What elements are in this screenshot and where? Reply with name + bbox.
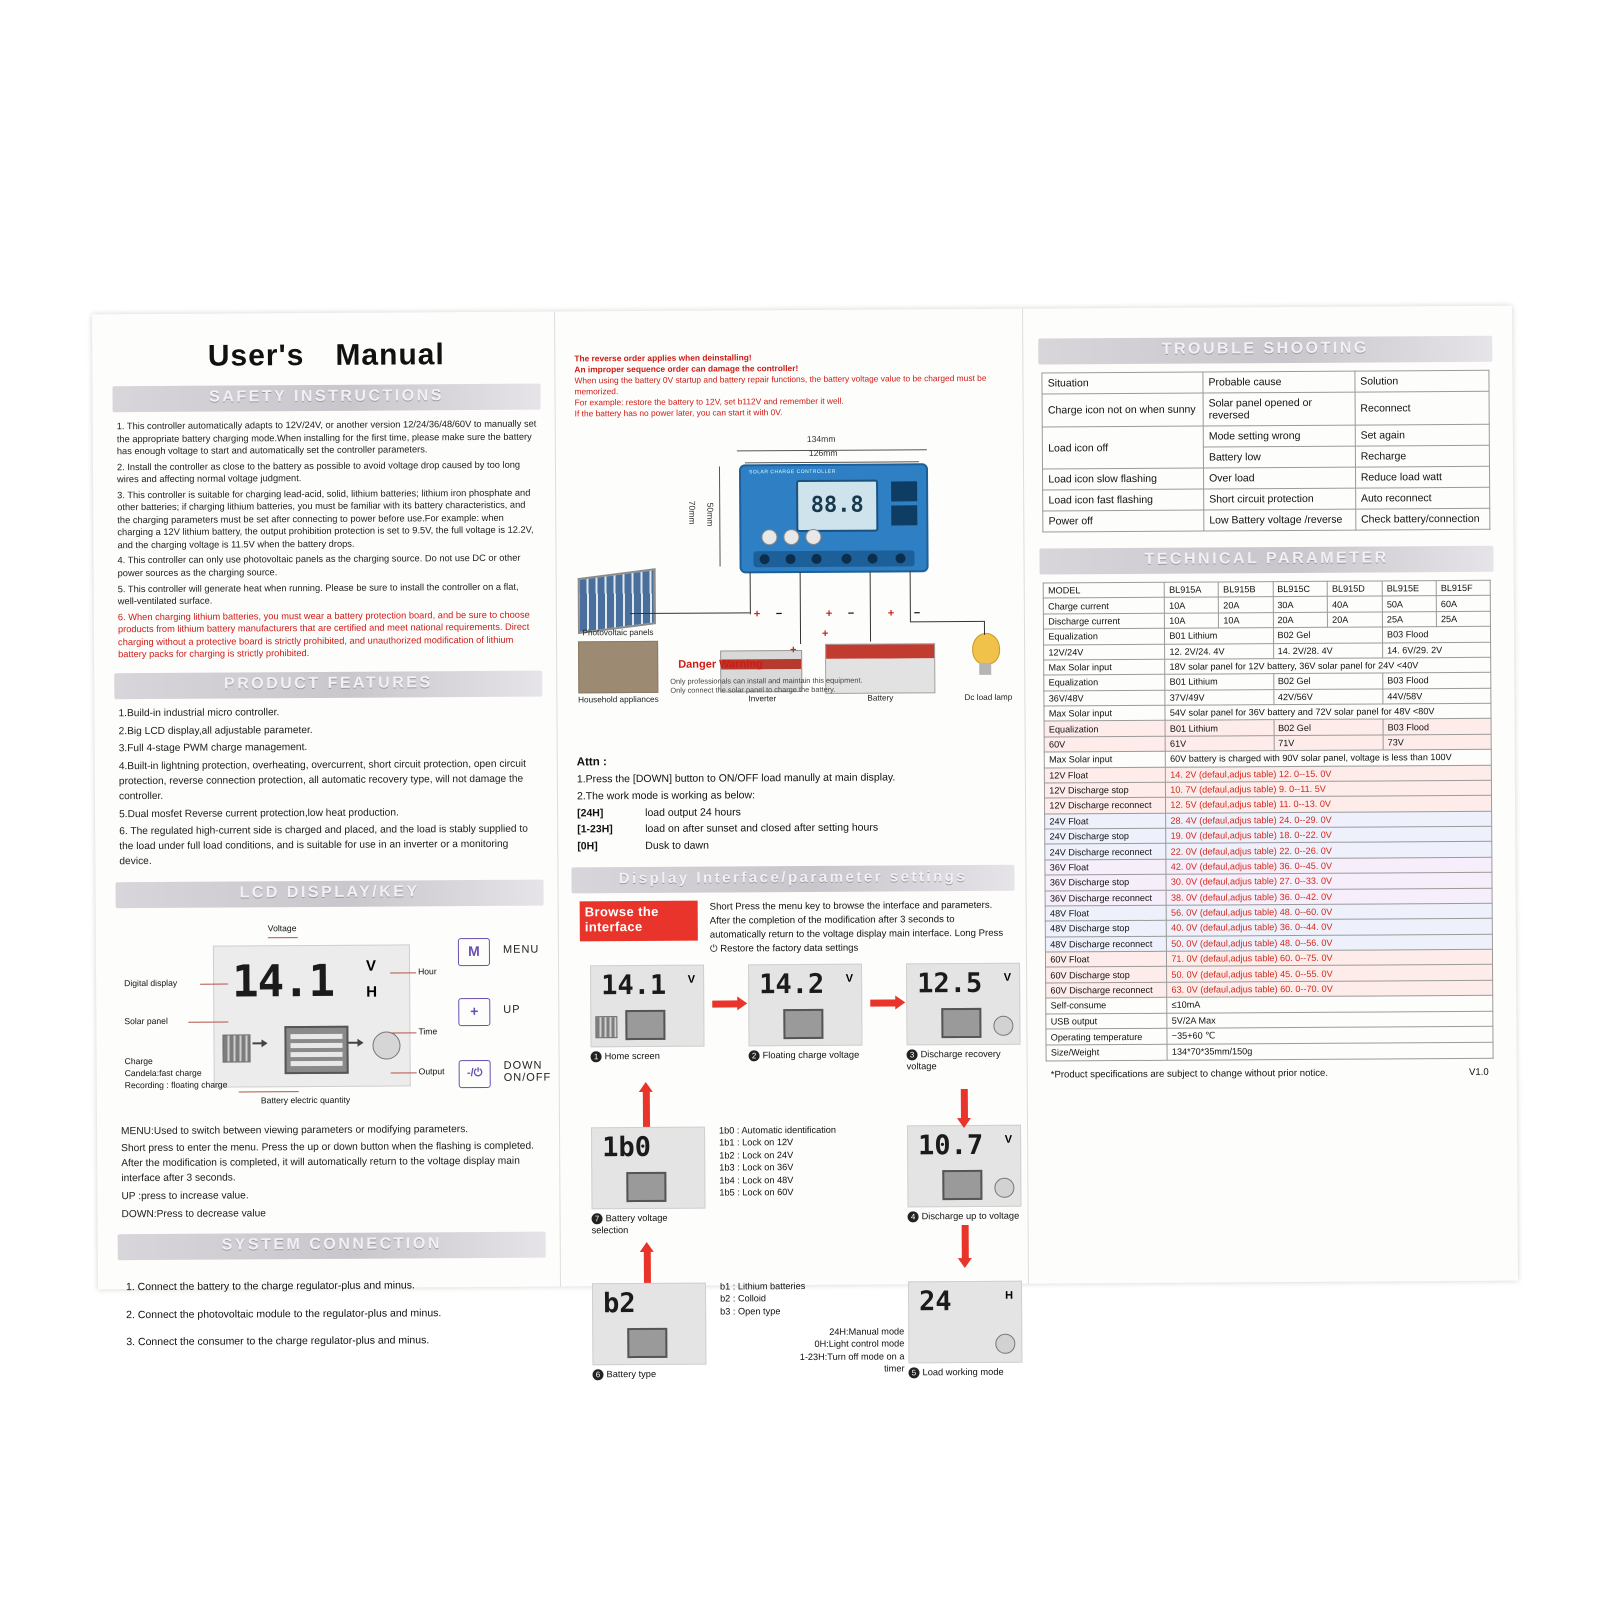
section-header-system: SYSTEM CONNECTION bbox=[118, 1232, 546, 1261]
screens-grid bbox=[572, 963, 1018, 1396]
label-recording: Recording : floating charge bbox=[124, 1079, 228, 1090]
section-header-lcd: LCD DISPLAY/KEY bbox=[116, 879, 544, 908]
section-header-display-interface: Display Interface/parameter settings bbox=[571, 865, 1014, 894]
menu-key-icon[interactable]: M bbox=[458, 938, 490, 966]
wiring-diagram: 134mm 126mm 70mm 50mm SOLAR CHARGE CONTROLLER 88.8 Photovoltaic panels Household appliances Inverter Battery Dc load lamp + − + − + − + + Danger Warning Only professionals can install and maintain this equipment. Only connect the solar panel to charge the battery. bbox=[569, 420, 1014, 753]
dc-load-lamp bbox=[968, 632, 1002, 676]
technical-parameter-table bbox=[1043, 580, 1493, 1061]
safety-instructions: 1. This controller automatically adapts to 12V/24V, or another version 12/24/36/48/60V to manually set the appropriate battery charging mode.When installing for the first time, please make sure the battery has enough voltage to start and automatically set the controller parameters. 2. Install the controller as close to the battery as possible to avoid voltage drop caused by too long wires and affecting normal voltage judgment. 3. This controller is suitable for charging lead-acid, solid, lithium batteries; lithium iron phosphate and other batteries; if charging lithium batteries, you must be familiar with its battery characteristics, and the charging parameters must be set after connecting to power before use.For example: when charging a 12V lithium battery, the output prohibition protection is set to 9.5V, the full voltage is 12.2V, and the charging voltage is 11.5V when the battery drops. 4. This controller can only use photovoltaic panels as the charging source. Do not use DC or other power sources as the charging source. 5. This controller will generate heat when running. Please be sure to install the controller on a flat, well-ventilated surface. 6. When charging lithium batteries, you must wear a battery protection board, and be sure to choose products from lithium battery manufacturers that are certified and meet national requirements. Direct charging without a protective board is strictly prohibited, and unauthorized modification of lithium battery packs for charging is strictly prohibited. bbox=[116, 418, 537, 660]
controller-button-1[interactable] bbox=[761, 529, 777, 545]
table-row-eq-60-head: Equalization B01 Lithium B02 Gel B03 Flood bbox=[1044, 719, 1490, 737]
section-header-trouble: TROUBLE SHOOTING bbox=[1038, 336, 1492, 365]
usb-port-2 bbox=[891, 505, 917, 525]
up-key-icon[interactable]: + bbox=[458, 998, 490, 1026]
dim-height-50: 50mm bbox=[705, 502, 716, 527]
lcd-key-diagram bbox=[118, 913, 552, 1121]
battery-icon bbox=[284, 1025, 348, 1073]
table-row-tail: Operating temperature −35+60 ℃ bbox=[1046, 1026, 1492, 1045]
column-right bbox=[1032, 306, 1504, 1284]
controller-device: SOLAR CHARGE CONTROLLER 88.8 bbox=[739, 463, 929, 573]
table-row: Load icon slow flashing Over load Reduce load watt bbox=[1043, 466, 1489, 490]
table-header-row: Situation Probable cause Solution bbox=[1042, 370, 1488, 394]
section-header-safety: SAFETY INSTRUCTIONS bbox=[112, 384, 540, 413]
lcd-value: 14.1 bbox=[231, 955, 335, 1008]
table-row-model: MODEL BL915A BL915B BL915C BL915D BL915E BL915F bbox=[1044, 580, 1490, 598]
browse-interface-text: Short Press the menu key to browse the interface and parameters. After the completion of the modification after 3 seconds to automatically return to the voltage display main interface. Long Press ⏻ Restore the factory data settings bbox=[709, 899, 1004, 955]
table-row-eq-1224-head: Equalization B01 Lithium B02 Gel B03 Flood bbox=[1044, 626, 1490, 644]
lcd-icon-row bbox=[222, 1023, 402, 1076]
dim-width-126: 126mm bbox=[808, 447, 838, 458]
fold-line-left bbox=[554, 312, 561, 1287]
screen-battery-type: b2 6 Battery type bbox=[592, 1283, 705, 1381]
table-row-eq-3648-values: 36V/48V 37V/49V 42V/56V 44V/58V bbox=[1044, 688, 1490, 706]
table-row-eq-60-values: 60V 61V 71V 73V bbox=[1044, 734, 1490, 752]
section-header-features: PRODUCT FEATURES bbox=[114, 670, 542, 699]
table-row-param: 36V Discharge reconnect 38. 0V (defaul,adjus table) 36. 0--42. 0V bbox=[1045, 888, 1491, 906]
table-row-param: 48V Discharge reconnect 50. 0V (defaul,adjus table) 48. 0--56. 0V bbox=[1046, 934, 1492, 952]
solar-panel-icon bbox=[222, 1034, 250, 1062]
attn-block: Attn : 1.Press the [DOWN] button to ON/OFF load manully at main display. 2.The work mode is working as below: [24H] load output 24 hours [1-23H] load on after sunset and closed after setting hours [0H] Dusk to dawn bbox=[576, 755, 896, 853]
table-row-param: 60V Discharge reconnect 63. 0V (defaul,adjus table) 60. 0--70. 0V bbox=[1046, 980, 1492, 998]
label-time: Time bbox=[418, 1025, 438, 1037]
manual-sheet bbox=[92, 306, 1518, 1380]
mode-notes: 24H:Manual mode 0H:Light control mode 1-23H:Turn off mode on a timer bbox=[799, 1326, 905, 1374]
terminal-block bbox=[753, 550, 914, 567]
fold-line-right bbox=[1022, 309, 1029, 1284]
section-header-technical: TECHNICAL PARAMETER bbox=[1039, 546, 1493, 575]
table-row-param: 60V Discharge stop 50. 0V (defaul,adjus table) 45. 0--55. 0V bbox=[1046, 965, 1492, 983]
table-row-param: 12V Discharge reconnect 12. 5V (defaul,adjus table) 11. 0--13. 0V bbox=[1045, 796, 1491, 814]
product-features: 1.Build-in industrial micro controller. 2.Big LCD display,all adjustable parameter. 3.Full 4-stage PWM charge management. 4.Built-in lightning protection, overheating, overcurrent, short circuit protection, open circuit protection, reverse connection protection, all automatic recovery type, will not damage the controller. 5.Dual mosfet Reverse current protection,low heat production. 6. The regulated high-current side is charged and placed, and the load is stably supplied to the load under full load conditions, and is suitable for use in an inverter or a monitoring device. bbox=[118, 707, 528, 868]
column-middle bbox=[562, 309, 1023, 1380]
table-row-param: 24V Discharge reconnect 22. 0V (defaul,adjus table) 22. 0--26. 0V bbox=[1045, 842, 1491, 860]
controller-button-3[interactable] bbox=[805, 528, 821, 544]
load-lamp-icon bbox=[372, 1031, 400, 1059]
lcd-panel bbox=[213, 944, 411, 1087]
table-row-max-solar-2: Max Solar input 54V solar panel for 36V battery and 72V solar panel for 48V <80V bbox=[1044, 703, 1490, 721]
caption-lamp: Dc load lamp bbox=[964, 692, 1013, 702]
table-row-param: 36V Float 42. 0V (defaul,adjus table) 36. 0--45. 0V bbox=[1045, 857, 1491, 875]
table-row-param: 24V Discharge stop 19. 0V (defaul,adjus table) 18. 0--22. 0V bbox=[1045, 826, 1491, 844]
screen-battery-voltage-selection: 1b0 7 Battery voltage selection bbox=[591, 1127, 704, 1237]
table-row-discharge-current: Discharge current 10A 10A 20A 20A 25A 25A bbox=[1044, 611, 1490, 629]
table-row: Charge icon not on when sunny Solar panel opened or reversed Reconnect bbox=[1042, 391, 1489, 427]
table-row-param: 12V Float 14. 2V (defaul,adjus table) 12. 0--15. 0V bbox=[1045, 765, 1491, 783]
footer: *Product specifications are subject to change without prior notice. V1.0 bbox=[1050, 1066, 1489, 1081]
reverse-order-warning: The reverse order applies when deinstalling! An improper sequence order can damage the controller! When using the battery 0V startup and battery repair functions, the battery voltage value to be charged must be memorized. For example: restore the battery to 12V, set b112V and remember it well. If the battery has no power later, you can start it with 0V. bbox=[574, 352, 987, 419]
controller-lcd: 88.8 bbox=[796, 479, 878, 531]
table-row-param: 36V Discharge stop 30. 0V (defaul,adjus table) 27. 0--33. 0V bbox=[1045, 872, 1491, 890]
caption-battery: Battery bbox=[867, 692, 894, 703]
table-row-charge-current: Charge current 10A 20A 30A 40A 50A 60A bbox=[1044, 596, 1490, 614]
down-onoff-key-icon[interactable]: -/⏻ bbox=[459, 1060, 491, 1088]
label-solar-panel: Solar panel bbox=[124, 1015, 168, 1026]
caption-house: Household appliances bbox=[578, 694, 659, 704]
caption-inverter: Inverter bbox=[748, 693, 777, 703]
caption-pv: Photovoltaic panels bbox=[582, 627, 654, 637]
lock-notes: 1b0 : Automatic identification 1b1 : Lock on 12V 1b2 : Lock on 24V 1b3 : Lock on 36V 1b4 : Lock on 48V 1b5 : Lock on 60V bbox=[719, 1124, 837, 1198]
menu-key-label: MENU bbox=[502, 943, 540, 956]
table-row-max-solar-3: Max Solar input 60V battery is charged with 90V solar panel, voltage is less than 100V bbox=[1045, 749, 1491, 767]
table-row-param: 60V Float 71. 0V (defaul,adjus table) 60. 0--75. 0V bbox=[1046, 949, 1492, 967]
screen-discharge-recovery: 12.5 V 3 Discharge recovery voltage bbox=[906, 963, 1019, 1073]
label-battery-qty: Battery electric quantity bbox=[260, 1094, 351, 1105]
danger-warning-note: Only professionals can install and maintain this equipment. Only connect the solar panel to charge the battery. bbox=[670, 675, 863, 695]
label-charge: Charge bbox=[124, 1055, 153, 1066]
lcd-unit-v: V bbox=[365, 957, 377, 975]
battery-type-notes: b1 : Lithium batteries b2 : Colloid b3 : Open type bbox=[719, 1280, 806, 1317]
danger-warning-label: Danger Warning bbox=[678, 657, 763, 671]
table-row-param: 48V Float 56. 0V (defaul,adjus table) 48. 0--60. 0V bbox=[1045, 903, 1491, 921]
dim-width-134: 134mm bbox=[806, 433, 836, 444]
label-candela: Candela:fast charge bbox=[124, 1067, 202, 1078]
system-connection: 1. Connect the battery to the charge regulator-plus and minus. 2. Connect the photovoltaic module to the regulator-plus and minus. 3. Connect the consumer to the charge regulator-plus and minus. bbox=[125, 1279, 442, 1349]
table-row-tail: Size/Weight 134*70*35mm/150g bbox=[1046, 1043, 1492, 1061]
table-row-param: 24V Float 28. 4V (defaul,adjus table) 24. 0--29. 0V bbox=[1045, 811, 1491, 829]
label-output: Output bbox=[418, 1065, 445, 1077]
dim-height-70: 70mm bbox=[687, 500, 698, 525]
label-digital-display: Digital display bbox=[124, 977, 178, 988]
photovoltaic-panel bbox=[578, 568, 656, 634]
lcd-unit-h: H bbox=[366, 983, 378, 1001]
table-row-max-solar-1: Max Solar input 18V solar panel for 12V battery, 36V solar panel for 24V <40V bbox=[1044, 657, 1490, 675]
down-key-label: DOWN ON/OFF bbox=[503, 1059, 552, 1084]
column-left bbox=[106, 312, 552, 1349]
table-row-param: 48V Discharge stop 40. 0V (defaul,adjus table) 36. 0--44. 0V bbox=[1046, 919, 1492, 937]
table-row: Battery low Recharge bbox=[1043, 445, 1489, 469]
browse-interface-badge: Browse the interface bbox=[580, 901, 698, 942]
screen-discharge-stop: 10.7 V 4 Discharge up to voltage bbox=[907, 1125, 1020, 1223]
table-row-param: 12V Discharge stop 10. 7V (defaul,adjus table) 9. 0--11. 5V bbox=[1045, 780, 1491, 798]
page-title: User's Manual bbox=[207, 338, 445, 373]
label-hour: Hour bbox=[418, 965, 437, 977]
screen-floating-charge: 14.2 V 2 Floating charge voltage bbox=[748, 964, 861, 1062]
household-appliances bbox=[578, 640, 658, 692]
trouble-shooting-table bbox=[1042, 370, 1490, 533]
label-voltage: Voltage bbox=[267, 922, 297, 933]
table-row-eq-3648-head: Equalization B01 Lithium B02 Gel B03 Flood bbox=[1044, 673, 1490, 691]
table-row-eq-1224-values: 12V/24V 12. 2V/24. 4V 14. 2V/28. 4V 14. 6V/29. 2V bbox=[1044, 642, 1490, 660]
usb-port-1 bbox=[891, 481, 917, 501]
table-row: Power off Low Battery voltage /reverse Check battery/connection bbox=[1043, 508, 1489, 532]
controller-button-2[interactable] bbox=[783, 529, 799, 545]
lcd-key-description: MENU:Used to switch between viewing parameters or modifying parameters. Short press to enter the menu. Press the up or down button when the flashing is completed. After the modification is completed, it will automatically return to the voltage display main interface after 3 seconds. UP :press to increase value. DOWN:Press to decrease value bbox=[120, 1123, 535, 1220]
table-row-tail: USB output 5V/2A Max bbox=[1046, 1011, 1492, 1029]
table-row: Load icon fast flashing Short circuit protection Auto reconnect bbox=[1043, 487, 1489, 511]
up-key-label: UP bbox=[503, 1003, 521, 1016]
screen-load-working-mode: 24 H 5 Load working mode bbox=[908, 1281, 1021, 1379]
screen-home: 14.1 V 1 Home screen bbox=[590, 965, 703, 1063]
table-row-tail: Self-consume ≤10mA bbox=[1046, 995, 1492, 1013]
table-row: Load icon off Mode setting wrong Set again bbox=[1043, 424, 1489, 448]
